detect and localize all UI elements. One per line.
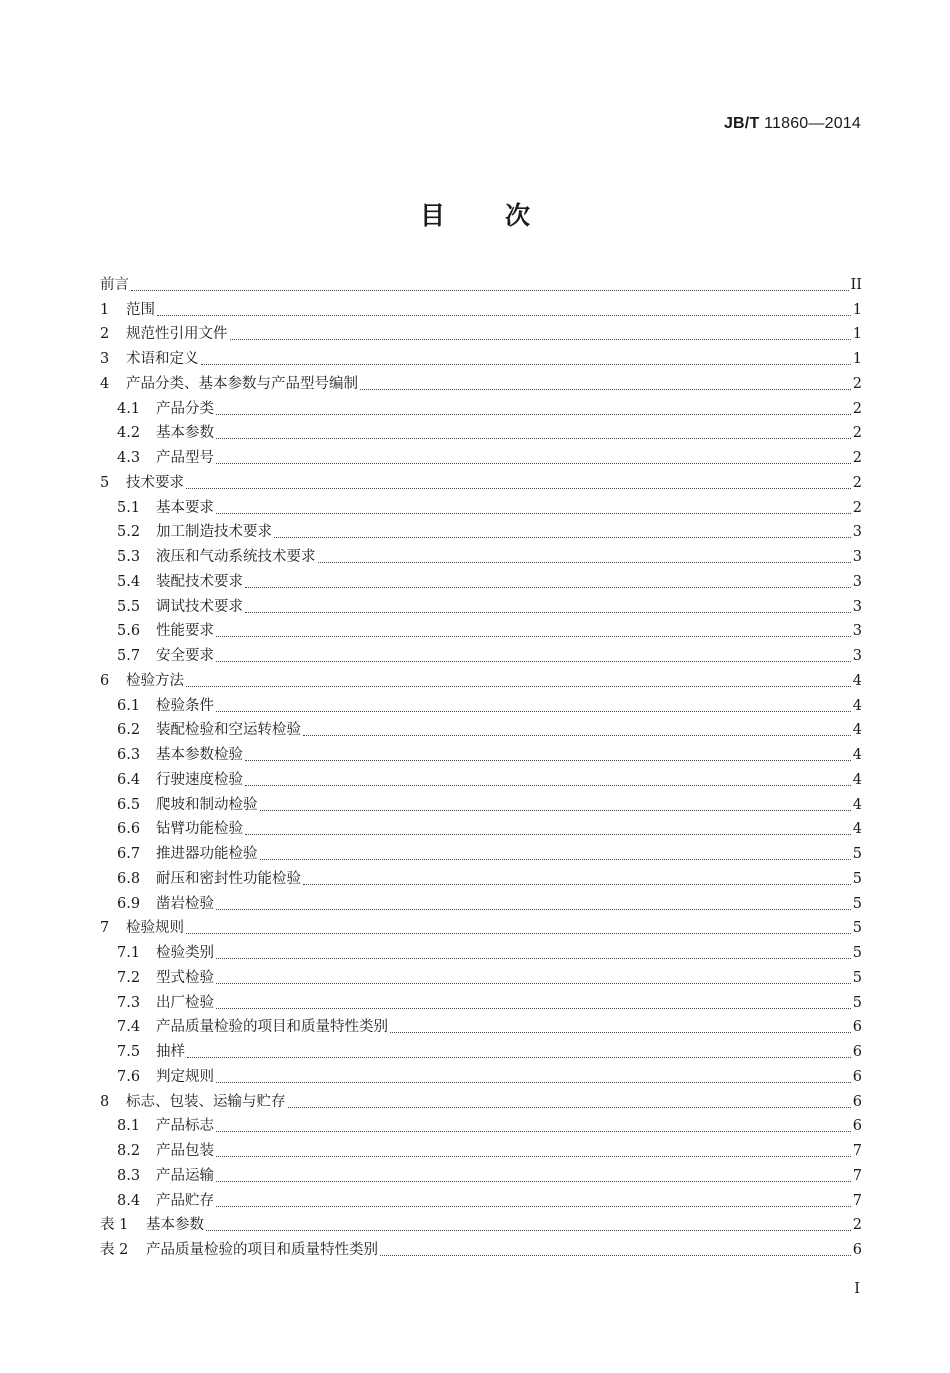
toc-entry-page: 5 xyxy=(852,895,862,912)
toc-entry[interactable] xyxy=(100,1161,862,1186)
table-of-contents xyxy=(100,270,862,1260)
toc-entry-number: 6.7 xyxy=(117,846,141,862)
toc-entry-label: 推进器功能检验 xyxy=(156,846,258,862)
toc-entry-label: 产品型号 xyxy=(156,450,214,466)
toc-entry-number: 4 xyxy=(100,375,110,392)
toc-entry-number: 5.1 xyxy=(117,499,141,516)
toc-entry-number: 6.2 xyxy=(117,722,141,739)
toc-entry[interactable] xyxy=(100,617,862,642)
toc-dot-leader xyxy=(288,1107,851,1108)
toc-entry-number: 8.1 xyxy=(117,1118,141,1135)
toc-entry-page: 4 xyxy=(852,796,862,813)
toc-entry-number: 6.5 xyxy=(117,796,141,813)
toc-entry-label: 产品质量检验的项目和质量特性类别 xyxy=(156,1019,388,1036)
toc-entry-label: 术语和定义 xyxy=(126,351,199,367)
toc-entry[interactable] xyxy=(100,567,862,592)
toc-entry-page: 5 xyxy=(852,994,862,1011)
toc-dot-leader xyxy=(216,1008,851,1009)
toc-entry[interactable] xyxy=(100,1112,862,1137)
toc-entry[interactable] xyxy=(100,394,862,419)
toc-entry-label: 安全要求 xyxy=(156,648,214,664)
toc-dot-leader xyxy=(201,364,851,365)
toc-entry-page: 6 xyxy=(852,1044,862,1060)
toc-entry-label: 标志、包装、运输与贮存 xyxy=(126,1093,286,1110)
title-char-2: 次 xyxy=(505,201,531,230)
toc-entry-number: 5.7 xyxy=(117,648,141,664)
toc-entry-label: 性能要求 xyxy=(156,623,214,640)
toc-dot-leader xyxy=(216,983,851,984)
toc-entry[interactable] xyxy=(100,542,862,567)
toc-entry-page: 6 xyxy=(852,1068,862,1085)
toc-entry-number: 7.4 xyxy=(117,1019,141,1036)
toc-entry[interactable] xyxy=(100,443,862,468)
toc-entry[interactable] xyxy=(100,641,862,666)
toc-entry-page: 1 xyxy=(852,351,862,367)
page-title xyxy=(0,196,950,232)
toc-entry-page: 5 xyxy=(852,920,862,937)
toc-entry-label: 基本参数 xyxy=(156,425,214,442)
toc-dot-leader xyxy=(216,463,851,464)
toc-entry-number: 7.3 xyxy=(117,994,141,1011)
toc-entry-number: 4.1 xyxy=(117,400,141,417)
toc-entry-page: 3 xyxy=(852,623,862,640)
toc-entry-label: 型式检验 xyxy=(156,969,214,986)
toc-dot-leader xyxy=(260,810,851,811)
toc-entry[interactable] xyxy=(100,938,862,963)
toc-entry-label: 基本参数 xyxy=(146,1217,204,1234)
toc-entry[interactable] xyxy=(100,270,862,295)
toc-entry-label: 范围 xyxy=(126,301,155,318)
toc-entry-label: 液压和气动系统技术要求 xyxy=(156,549,316,565)
toc-dot-leader xyxy=(216,1082,851,1083)
toc-dot-leader xyxy=(216,636,851,637)
toc-dot-leader xyxy=(186,933,851,934)
toc-entry-number: 表 1 xyxy=(100,1217,129,1234)
toc-entry-label: 加工制造技术要求 xyxy=(156,524,272,541)
toc-entry[interactable] xyxy=(100,344,862,369)
toc-entry-number: 8 xyxy=(100,1093,110,1110)
toc-entry-number: 5 xyxy=(100,474,110,491)
toc-dot-leader xyxy=(230,339,851,340)
toc-entry-page: 6 xyxy=(852,1118,862,1135)
toc-entry-number: 7.5 xyxy=(117,1044,141,1060)
standard-prefix: JB/T xyxy=(723,115,760,132)
toc-dot-leader xyxy=(216,1156,851,1157)
toc-entry[interactable] xyxy=(100,592,862,617)
toc-entry-label: 装配检验和空运转检验 xyxy=(156,722,301,739)
toc-entry-label: 产品分类、基本参数与产品型号编制 xyxy=(126,375,358,392)
toc-entry-number: 5.2 xyxy=(117,524,141,541)
footer-page-number: I xyxy=(854,1281,860,1297)
toc-entry-number: 8.4 xyxy=(117,1192,141,1209)
toc-dot-leader xyxy=(274,537,851,538)
toc-entry-number: 7.2 xyxy=(117,969,141,986)
toc-entry-label: 检验方法 xyxy=(126,672,184,689)
toc-dot-leader xyxy=(216,1181,851,1182)
toc-entry-number: 7.6 xyxy=(117,1068,141,1085)
toc-entry-page: 2 xyxy=(852,375,862,392)
toc-entry[interactable] xyxy=(100,1235,862,1260)
toc-dot-leader xyxy=(303,884,851,885)
toc-dot-leader xyxy=(187,1057,851,1058)
toc-dot-leader xyxy=(216,1206,851,1207)
toc-entry-page: 3 xyxy=(852,648,862,664)
title-char-1: 目 xyxy=(419,201,445,230)
toc-dot-leader xyxy=(157,315,851,316)
toc-dot-leader xyxy=(245,760,851,761)
toc-entry-number: 表 2 xyxy=(100,1242,129,1258)
toc-entry-page: 5 xyxy=(852,969,862,986)
toc-dot-leader xyxy=(245,587,851,588)
toc-entry-page: II xyxy=(850,276,862,293)
toc-entry-page: 2 xyxy=(852,474,862,491)
standard-number: 11860—2014 xyxy=(764,115,861,132)
toc-dot-leader xyxy=(245,612,851,613)
toc-entry-number: 6.4 xyxy=(117,771,141,788)
toc-entry-number: 6.9 xyxy=(117,895,141,912)
toc-entry-label: 产品贮存 xyxy=(156,1192,214,1209)
toc-entry-label: 基本要求 xyxy=(156,499,214,516)
toc-entry-number: 6.3 xyxy=(117,747,141,763)
toc-dot-leader xyxy=(186,488,851,489)
standard-code xyxy=(724,115,861,133)
toc-entry-page: 2 xyxy=(852,1217,862,1234)
toc-entry-page: 6 xyxy=(852,1242,862,1258)
toc-dot-leader xyxy=(245,834,851,835)
toc-entry-number: 2 xyxy=(100,326,110,343)
toc-dot-leader xyxy=(360,389,851,390)
toc-entry[interactable] xyxy=(100,765,862,790)
toc-entry[interactable] xyxy=(100,1211,862,1236)
toc-entry-page: 6 xyxy=(852,1019,862,1036)
toc-entry-label: 产品包装 xyxy=(156,1143,214,1159)
toc-entry-label: 基本参数检验 xyxy=(156,747,243,763)
toc-entry[interactable] xyxy=(100,740,862,765)
toc-entry[interactable] xyxy=(100,864,862,889)
toc-entry[interactable] xyxy=(100,666,862,691)
toc-entry-number: 4.2 xyxy=(117,425,141,442)
toc-dot-leader xyxy=(216,958,851,959)
toc-dot-leader xyxy=(216,513,851,514)
toc-entry-page: 5 xyxy=(852,870,862,887)
toc-dot-leader xyxy=(186,686,851,687)
toc-dot-leader xyxy=(390,1032,851,1033)
toc-entry-label: 产品分类 xyxy=(156,400,214,417)
toc-entry-label: 检验类别 xyxy=(156,945,214,961)
toc-entry-number: 6 xyxy=(100,672,110,689)
toc-entry-label: 产品运输 xyxy=(156,1167,214,1184)
toc-entry-page: 4 xyxy=(852,722,862,739)
toc-entry-number: 7.1 xyxy=(117,945,141,961)
toc-dot-leader xyxy=(216,661,851,662)
toc-entry-number: 5.3 xyxy=(117,549,141,565)
toc-entry-number: 7 xyxy=(100,920,110,937)
toc-entry-page: 6 xyxy=(852,1093,862,1110)
toc-entry[interactable] xyxy=(100,839,862,864)
toc-entry[interactable] xyxy=(100,1136,862,1161)
toc-entry-number: 6.6 xyxy=(117,821,141,838)
toc-entry-page: 3 xyxy=(852,573,862,590)
toc-entry-number: 5.6 xyxy=(117,623,141,640)
toc-entry[interactable] xyxy=(100,1062,862,1087)
toc-dot-leader xyxy=(216,909,851,910)
toc-entry-page: 1 xyxy=(852,301,862,318)
toc-entry-page: 5 xyxy=(852,945,862,961)
toc-entry-number: 8.2 xyxy=(117,1143,141,1159)
toc-entry-page: 3 xyxy=(852,549,862,565)
toc-entry-page: 3 xyxy=(852,524,862,541)
toc-entry-number: 3 xyxy=(100,351,110,367)
toc-entry[interactable] xyxy=(100,914,862,939)
toc-entry-number: 8.3 xyxy=(117,1167,141,1184)
toc-entry[interactable] xyxy=(100,963,862,988)
toc-entry[interactable] xyxy=(100,815,862,840)
toc-entry[interactable] xyxy=(100,295,862,320)
toc-entry[interactable] xyxy=(100,493,862,518)
toc-entry-number: 1 xyxy=(100,301,110,318)
toc-entry-label: 钻臂功能检验 xyxy=(156,821,243,838)
toc-entry-number: 5.4 xyxy=(117,573,141,590)
toc-dot-leader xyxy=(216,414,851,415)
toc-entry-label: 耐压和密封性功能检验 xyxy=(156,870,301,887)
toc-entry-label: 检验规则 xyxy=(126,920,184,937)
toc-entry[interactable] xyxy=(100,1013,862,1038)
toc-entry-label: 产品质量检验的项目和质量特性类别 xyxy=(146,1242,378,1258)
toc-entry-page: 4 xyxy=(852,821,862,838)
toc-entry[interactable] xyxy=(100,369,862,394)
toc-entry[interactable] xyxy=(100,889,862,914)
toc-entry-page: 2 xyxy=(852,499,862,516)
toc-dot-leader xyxy=(216,711,851,712)
toc-dot-leader xyxy=(260,859,851,860)
toc-entry[interactable] xyxy=(100,691,862,716)
toc-entry-label: 出厂检验 xyxy=(156,994,214,1011)
toc-entry-label: 前言 xyxy=(100,276,129,293)
toc-dot-leader xyxy=(303,735,851,736)
toc-entry-number: 4.3 xyxy=(117,450,141,466)
toc-entry-page: 4 xyxy=(852,747,862,763)
toc-entry-page: 2 xyxy=(852,425,862,442)
toc-entry-label: 判定规则 xyxy=(156,1068,214,1085)
toc-entry[interactable] xyxy=(100,1186,862,1211)
toc-entry-number: 5.5 xyxy=(117,598,141,615)
toc-dot-leader xyxy=(380,1255,851,1256)
toc-entry-label: 抽样 xyxy=(156,1044,185,1060)
toc-dot-leader xyxy=(131,290,849,291)
toc-entry-page: 2 xyxy=(852,450,862,466)
toc-entry[interactable] xyxy=(100,518,862,543)
toc-dot-leader xyxy=(206,1230,851,1231)
toc-entry-number: 6.1 xyxy=(117,697,141,714)
toc-entry-label: 技术要求 xyxy=(126,474,184,491)
toc-entry-page: 3 xyxy=(852,598,862,615)
toc-entry-number: 6.8 xyxy=(117,870,141,887)
toc-entry-page: 4 xyxy=(852,672,862,689)
toc-entry-page: 7 xyxy=(852,1143,862,1159)
toc-entry-label: 产品标志 xyxy=(156,1118,214,1135)
toc-entry[interactable] xyxy=(100,790,862,815)
toc-entry[interactable] xyxy=(100,988,862,1013)
toc-entry-label: 规范性引用文件 xyxy=(126,326,228,343)
toc-entry-label: 检验条件 xyxy=(156,697,214,714)
toc-entry[interactable] xyxy=(100,716,862,741)
toc-entry[interactable] xyxy=(100,320,862,345)
toc-entry[interactable] xyxy=(100,468,862,493)
toc-entry-label: 调试技术要求 xyxy=(156,598,243,615)
toc-dot-leader xyxy=(216,438,851,439)
toc-dot-leader xyxy=(318,562,851,563)
toc-entry-page: 1 xyxy=(852,326,862,343)
toc-entry-page: 2 xyxy=(852,400,862,417)
toc-entry-page: 7 xyxy=(852,1167,862,1184)
toc-entry-label: 爬坡和制动检验 xyxy=(156,796,258,813)
toc-entry-label: 凿岩检验 xyxy=(156,895,214,912)
toc-entry-page: 4 xyxy=(852,771,862,788)
toc-entry[interactable] xyxy=(100,1087,862,1112)
toc-dot-leader xyxy=(216,1131,851,1132)
toc-entry-page: 7 xyxy=(852,1192,862,1209)
toc-entry[interactable] xyxy=(100,1037,862,1062)
toc-entry-label: 行驶速度检验 xyxy=(156,771,243,788)
toc-entry-label: 装配技术要求 xyxy=(156,573,243,590)
toc-entry-page: 4 xyxy=(852,697,862,714)
toc-entry[interactable] xyxy=(100,419,862,444)
toc-dot-leader xyxy=(245,785,851,786)
toc-entry-page: 5 xyxy=(852,846,862,862)
